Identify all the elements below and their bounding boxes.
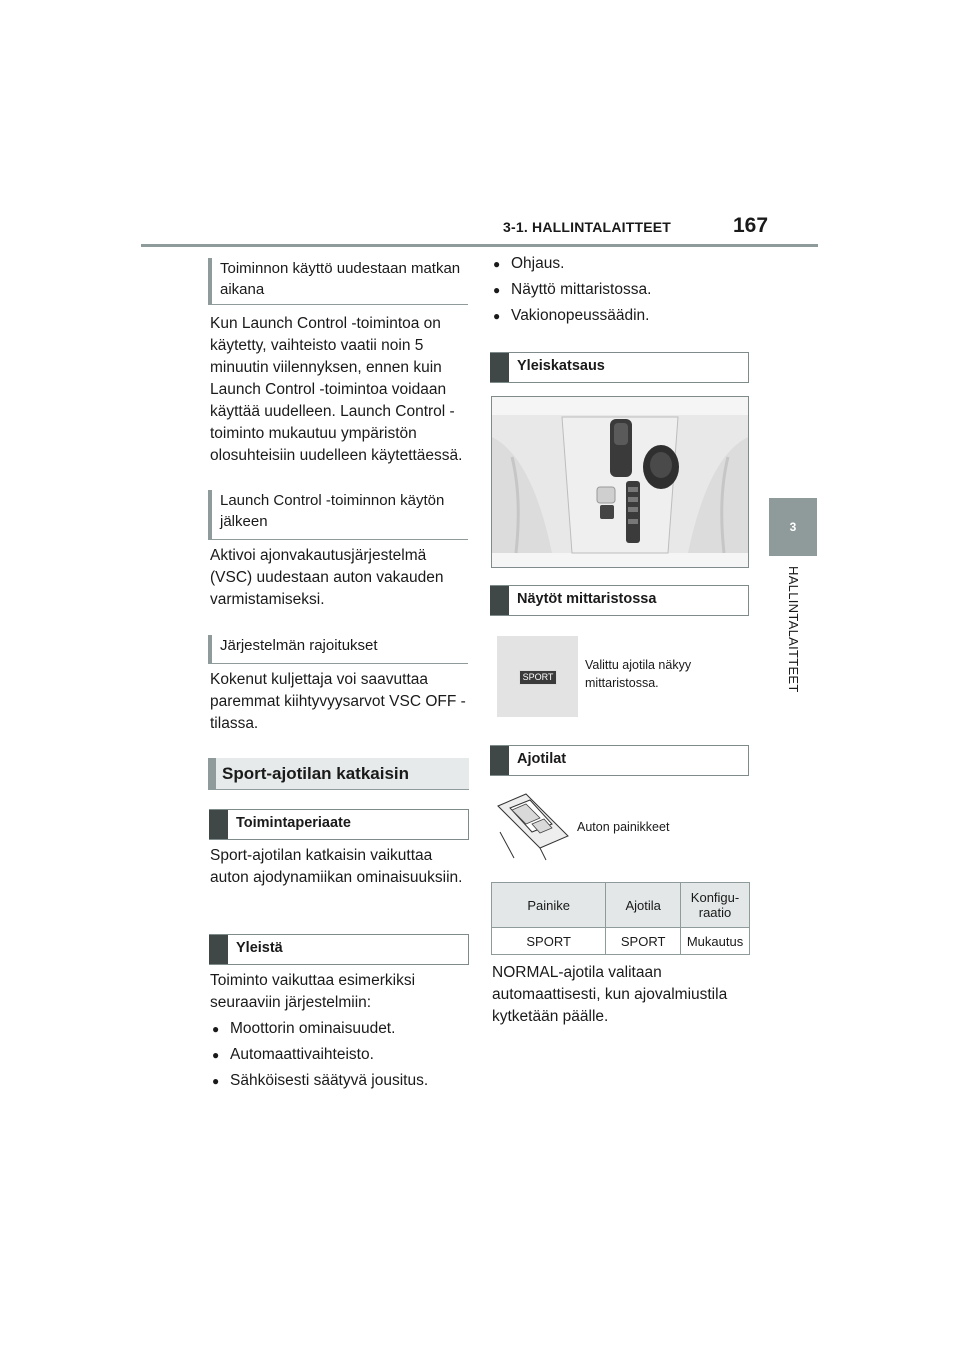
cluster-display-image bbox=[497, 636, 578, 717]
table-cell: Mukautus bbox=[681, 928, 750, 955]
bullet-list-right bbox=[493, 251, 751, 329]
section-title-text: Sport-ajotilan katkaisin bbox=[222, 763, 410, 783]
table-row bbox=[492, 928, 750, 955]
list-item: ● Automaattivaihteisto. bbox=[212, 1042, 470, 1068]
paragraph-reuse: Kun Launch Control -toimintoa on käytetty, vaihteisto vaatii noin 5 minuutin viilennyksen, ennen kuin Launch Control -toimintoa voidaan käyttää uudelleen. Launch Control -toiminto mukautuu ympäristön olosuhteisiin uudelleen käytettäessä. bbox=[210, 315, 463, 464]
box-heading-bar bbox=[490, 586, 509, 615]
box-heading-text: Näytöt mittaristossa bbox=[517, 591, 657, 607]
table-cell: SPORT bbox=[606, 928, 681, 955]
page-number: 167 bbox=[733, 214, 769, 237]
caption-buttons: Auton painikkeet bbox=[577, 820, 670, 834]
box-heading-text: Toimintaperiaate bbox=[236, 815, 351, 831]
running-header: 3-1. HALLINTALAITTEET bbox=[503, 219, 672, 235]
paragraph-after-use: Aktivoi ajonvakautusjärjestelmä (VSC) uudestaan auton vakauden varmistamiseksi. bbox=[210, 547, 444, 608]
box-heading-bar bbox=[490, 353, 509, 382]
box-heading-bar bbox=[209, 935, 228, 964]
chapter-label: HALLINTALAITTEET bbox=[786, 566, 801, 693]
paragraph-normal-mode: NORMAL-ajotila valitaan automaattisesti, kun ajovalmiustila kytketään päälle. bbox=[492, 964, 728, 1025]
box-heading-text: Yleiskatsaus bbox=[517, 358, 605, 374]
box-heading-cluster bbox=[490, 585, 749, 616]
box-heading-text: Yleistä bbox=[236, 940, 283, 956]
sport-badge: SPORT bbox=[519, 670, 557, 685]
box-heading-general bbox=[209, 934, 469, 965]
buttons-illustration bbox=[496, 792, 570, 862]
list-item: ● Ohjaus. bbox=[493, 251, 751, 277]
modes-table bbox=[491, 882, 750, 955]
subheading-after-use: Launch Control -toiminnon käytön jälkeen bbox=[208, 490, 468, 540]
center-console-image bbox=[492, 397, 748, 567]
subheading-limitations: Järjestelmän rajoitukset bbox=[208, 635, 468, 664]
list-item: ● Sähköisesti säätyvä jousitus. bbox=[212, 1068, 470, 1094]
table-header: Konfigu-raatio bbox=[681, 883, 750, 928]
table-header: Ajotila bbox=[606, 883, 681, 928]
section-title bbox=[208, 758, 469, 790]
table-header: Painike bbox=[492, 883, 606, 928]
box-heading-principle bbox=[209, 809, 469, 840]
box-heading-text: Ajotilat bbox=[517, 751, 567, 767]
paragraph-limitations: Kokenut kuljettaja voi saavuttaa paremmat kiihtyvyysarvot VSC OFF -tilassa. bbox=[210, 671, 466, 732]
list-item: ● Vakionopeussäädin. bbox=[493, 303, 751, 329]
paragraph-general: Toiminto vaikuttaa esimerkiksi seuraaviin järjestelmiin: bbox=[210, 972, 416, 1011]
list-item: ● Moottorin ominaisuudet. bbox=[212, 1016, 470, 1042]
box-heading-bar bbox=[490, 746, 509, 775]
chapter-tab: 3 bbox=[769, 498, 817, 556]
header-divider bbox=[141, 244, 818, 247]
subheading-reuse: Toiminnon käyttö uudestaan matkan aikana bbox=[208, 258, 468, 305]
table-cell: SPORT bbox=[492, 928, 606, 955]
list-item: ● Näyttö mittaristossa. bbox=[493, 277, 751, 303]
console-illustration bbox=[491, 396, 749, 568]
caption-cluster: Valittu ajotila näkyy mittaristossa. bbox=[585, 658, 692, 690]
box-heading-overview bbox=[490, 352, 749, 383]
box-heading-bar bbox=[209, 810, 228, 839]
section-title-bar bbox=[208, 758, 216, 789]
paragraph-principle: Sport-ajotilan katkaisin vaikuttaa auton ajodynamiikan ominaisuuksiin. bbox=[210, 847, 463, 886]
box-heading-modes bbox=[490, 745, 749, 776]
bullet-list-left bbox=[212, 1016, 470, 1094]
